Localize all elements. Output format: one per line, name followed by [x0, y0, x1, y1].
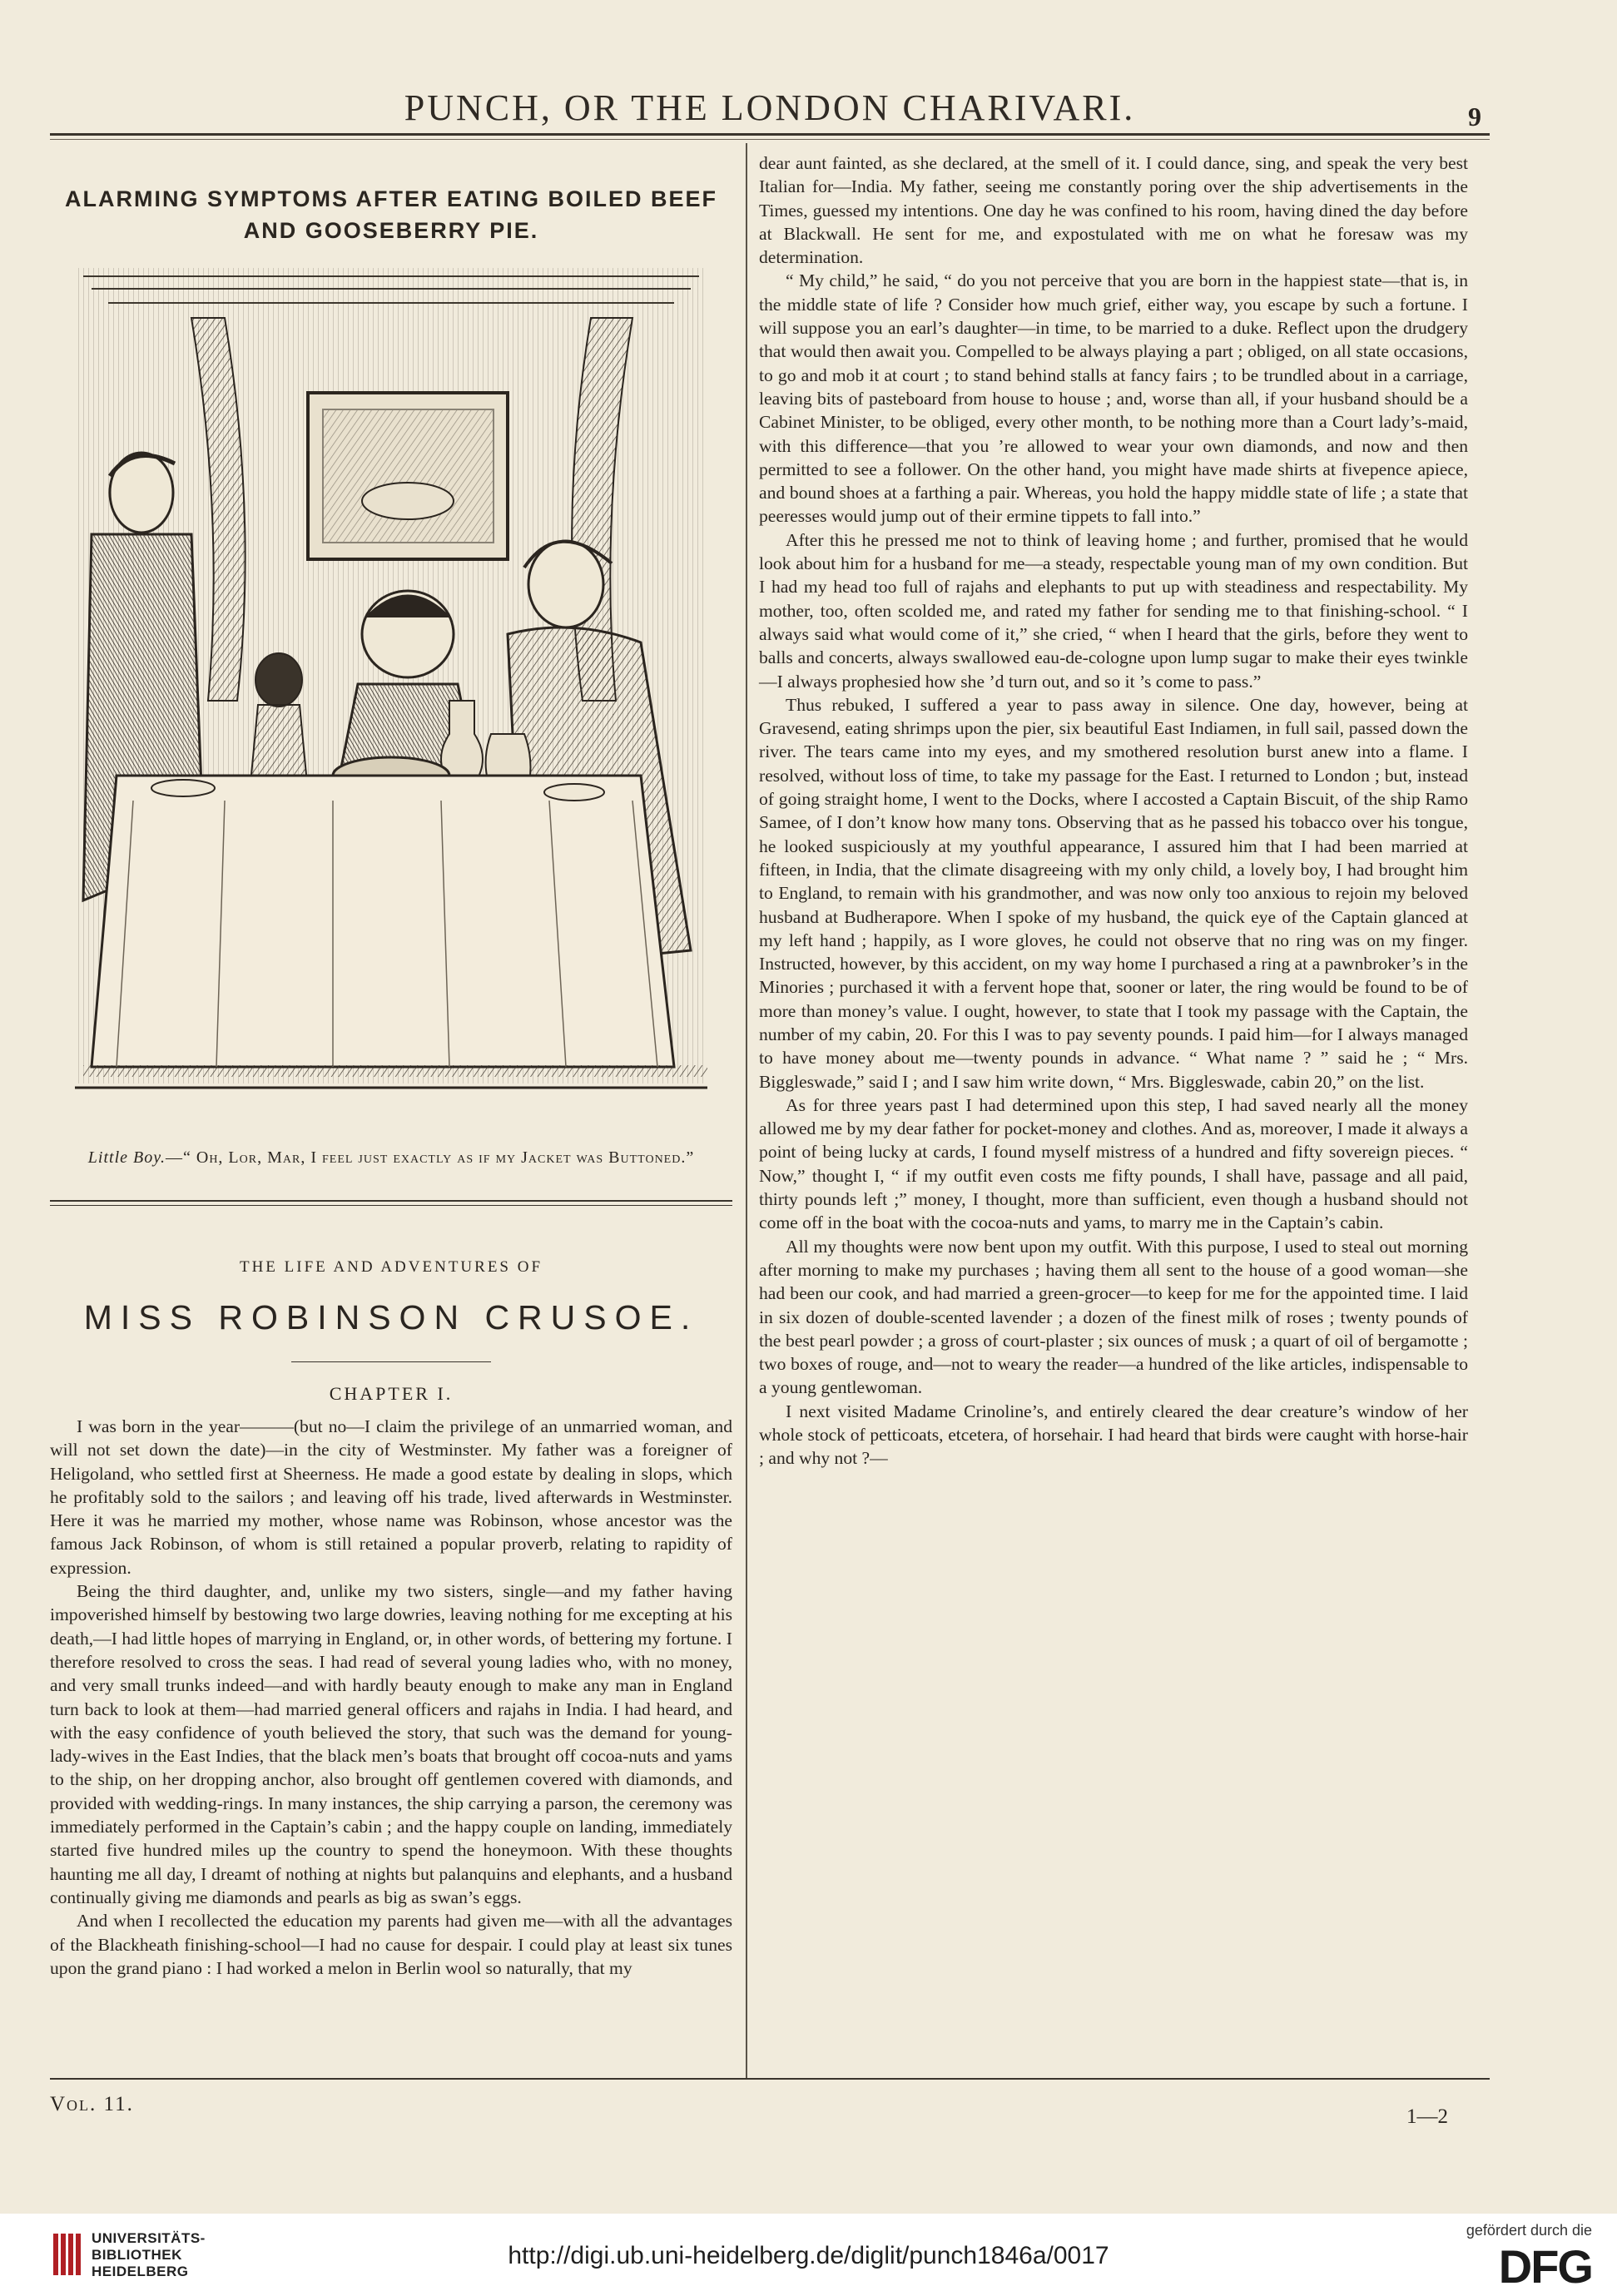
funded-by-label: gefördert durch die: [1466, 2222, 1592, 2239]
story-paragraph: As for three years past I had determined upon this step, I had saved nearly all the money allowed me by my dear father for pocket-money and clothes. And as, moreover, I made it always a point of being lucky at cards, I found myself mistress of a hundred and fifty sovereign pieces. “ Now,” thought I, “ if my outfit even costs me fifty pounds, I shall have, passage and all paid, thirty pounds left ;” money, I thought, more than sufficient, even though a husband should not come off in the boat with the cocoa-nuts and yams, to marry me in the Captain’s cabin.: [759, 1094, 1468, 1233]
left-column-text: [50, 1415, 732, 1980]
dfg-logo: DFG: [1498, 2240, 1592, 2293]
story-kicker: THE LIFE AND ADVENTURES OF: [239, 1258, 543, 1276]
bottom-rule: [50, 2078, 1490, 2080]
chapter-rule: [291, 1361, 491, 1362]
engraving-image: [58, 268, 724, 1117]
chapter-heading: CHAPTER I.: [329, 1383, 454, 1404]
running-title: PUNCH, OR THE LONDON CHARIVARI.: [404, 87, 1136, 128]
library-name-line-1: UNIVERSITÄTS-: [92, 2230, 206, 2246]
column-divider: [746, 143, 747, 2078]
caption-text: —“ Oh, Lor, Mar, I feel just exactly as if my Jacket was Buttoned.”: [166, 1148, 695, 1167]
volume-label: Vol. 11.: [50, 2093, 134, 2115]
library-name-line-2: BIBLIOTHEK: [92, 2247, 182, 2263]
caption-speaker: Little Boy.: [87, 1148, 166, 1167]
story-paragraph: I was born in the year———(but no—I claim the privilege of an unmarried woman, and will not set down the date)—in the city of Westminster. My father was a foreigner of Heligoland, who settled first at Sheerness. He made a good estate by dealing in slops, which he profitably sold to the sailors ; and leaving off his trade, lived afterwards in Westminster. Here it was he married my mother, whose name was Robinson, whose ancestor was the famous Jack Robinson, of whom is still retained a popular proverb, relating to rapidity of expression.: [50, 1416, 732, 1578]
page-number: 9: [1468, 102, 1481, 131]
running-header: [50, 83, 1490, 133]
section-rule: [50, 1200, 732, 1202]
story-paragraph: “ My child,” he said, “ do you not perceive that you are born in the happiest state—that is, in the middle state of life ? Consider how much grief, either way, you escape by such a fortune. I will suppose you an earl’s daughter—in time, to be married to a duke. Reflect upon the drudgery that would then await you. Compelled to be always playing a part ; obliged, on all state occasions, to go and mob it at court ; to stand behind stalls at fancy fairs ; to be trundled about in a carriage, leaving bits of pasteboard from house to house ; and, worse than all, if your husband should be a Cabinet Minister, to be obliged, every other month, to be nothing more than a Court lady’s-maid, with this difference—that you ’re allowed to wear your own diamonds, and now and then permitted to see a follower. On the other hand, you might have made shirts at fivepence apiece, and bound shoes at a farthing a pair. Whereas, you hold the happy middle state of life ; a state that peeresses would jump out of their ermine tippets to fall into.”: [759, 270, 1468, 527]
signature-mark: 1—2: [1406, 2105, 1448, 2128]
library-name-line-3: HEIDELBERG: [92, 2264, 189, 2279]
section-rule-thin: [50, 1205, 732, 1206]
story-title: MISS ROBINSON CRUSOE.: [83, 1298, 699, 1336]
cartoon-caption: [50, 1146, 732, 1169]
story-paragraph: Being the third daughter, and, unlike my two sisters, single—and my father having impoverished himself by bestowing two large dowries, leaving nothing for me excepting at his death,—I had little hopes of marrying in England, or, in other words, of bettering my fortune. I therefore resolved to cross the seas. I had read of several young ladies who, with no money, and very small trunks indeed—and with hardly beauty enough to make any man in England turn back to look at them—had married general officers and rajahs in India. I had heard, and with the easy confidence of youth believed the story, that such was the demand for young-lady-wives in the East Indies, that the black men’s boats that brought off cocoa-nuts and yams to the ship, on her dropping anchor, also brought off gentlemen covered with diamonds, and provided with wedding-rings. In many instances, the ship carrying a parson, the ceremony was immediately performed in the Captain’s cabin ; and the happy couple on landing, immediately started five hundred miles up the country to spend the honeymoon. With these thoughts haunting me all day, I dreamt of nothing at nights but palanquins and elephants, and a husband continually giving me diamonds and pearls as big as swan’s eggs.: [50, 1581, 732, 1907]
cartoon-illustration: [58, 268, 724, 1117]
story-paragraph: All my thoughts were now bent upon my outfit. With this purpose, I used to steal out morning after morning to make my purchases ; having them all sent to the house of a good woman—she had been our cook, and had married a green-grocer—to keep for me for the appointed time. I laid in six dozen of double-scented lavender ; a dozen of the finest milk of roses ; twenty pounds of the best pearl powder ; a gross of court-plaster ; six ounces of musk ; a quart of oil of bergamotte ; two boxes of rouge, and—not to weary the reader—a hundred of the like articles, indispensable to a young gentlewoman.: [759, 1236, 1468, 1398]
cartoon-title-line-1: ALARMING SYMPTOMS AFTER EATING BOILED BEEF: [64, 186, 717, 211]
story-paragraph: dear aunt fainted, as she declared, at the smell of it. I could dance, sing, and speak the very best Italian for—India. My father, seeing me constantly poring over the ship advertisements in the Times, guessed my intentions. One day he was confined to his room, having dined the day before at Blackwall. He sent for me, and expostulated with me on what he foresaw was my determination.: [759, 153, 1468, 268]
cartoon-title: [50, 183, 732, 246]
story-paragraph: After this he pressed me not to think of leaving home ; and further, promised that he would look about him for a husband for me—a steady, respectable young man of my own condition. But I had my head too full of rajahs and elephants to put up with steadiness and respectability. My mother, too, often scolded me, and rated my father for sending me to that finishing-school. “ I always said what would come of it,” she cried, “ when I heard that the girls, before they went to balls and concerts, always swallowed eau-de-cologne upon lump sugar to make their eyes twinkle—I always prophesied how she ’d turn out, and so it ’s come to pass.”: [759, 529, 1468, 692]
right-column-text: [759, 151, 1468, 1470]
digitization-footer: [0, 2214, 1617, 2296]
header-rule: [50, 133, 1490, 136]
permalink-url[interactable]: http://digi.ub.uni-heidelberg.de/diglit/punch1846a/0017: [508, 2242, 1109, 2269]
cartoon-title-line-2: AND GOOSEBERRY PIE.: [243, 218, 539, 243]
story-paragraph: And when I recollected the education my parents had given me—with all the advantages of the Blackheath finishing-school—I had no cause for despair. I could play at least six tunes upon the grand piano : I had worked a melon in Berlin wool so naturally, that my: [50, 1911, 732, 1978]
story-paragraph: I next visited Madame Crinoline’s, and entirely cleared the dear creature’s window of her whole stock of petticoats, etcetera, of horsehair. I had heard that birds were caught with horse-hair ; and why not ?—: [759, 1401, 1468, 1469]
header-rule-thin: [50, 139, 1490, 140]
story-paragraph: Thus rebuked, I suffered a year to pass away in silence. One day, however, being at Gravesend, eating shrimps upon the pier, six beautiful East Indiamen, in full sail, passed down the river. The tears came into my eyes, and my smothered resolution burst anew into a flame. I resolved, without loss of time, to take my passage for the East. I returned to London ; but, instead of going straight home, I went to the Docks, where I accosted a Captain Biscuit, of the ship Ramo Samee, of I don’t know how many tons. Observing that as he passed his tobacco over his tongue, he looked suspiciously at my youthful appearance, I assured him that I had been married at fifteen, in India, that the climate disagreeing with my only child, a lovely boy, I had brought him to England, to remain with his grandmother, and was now only too anxious to rejoin my beloved husband at Budherapore. When I spoke of my husband, the quick eye of the Captain glanced at my left hand ; happily, as I wore gloves, he could not observe that no ring was on my finger. Instructed, however, by this accident, on my way home I purchased a ring at a pawnbroker’s in the Minories ; purchased it with a fervent hope that, sooner or later, the ring would be found to be of more than money’s value. I ought, however, to state that I took my passage with the Captain, the number of my cabin, 20. For this I was to pay seventy pounds. I paid him—for I always managed to have money about me—twenty pounds in advance. “ What name ? ” said he ; “ Mrs. Biggleswade,” said I ; and I saw him write down, “ Mrs. Biggleswade, cabin 20,” on the list.: [759, 694, 1468, 1092]
